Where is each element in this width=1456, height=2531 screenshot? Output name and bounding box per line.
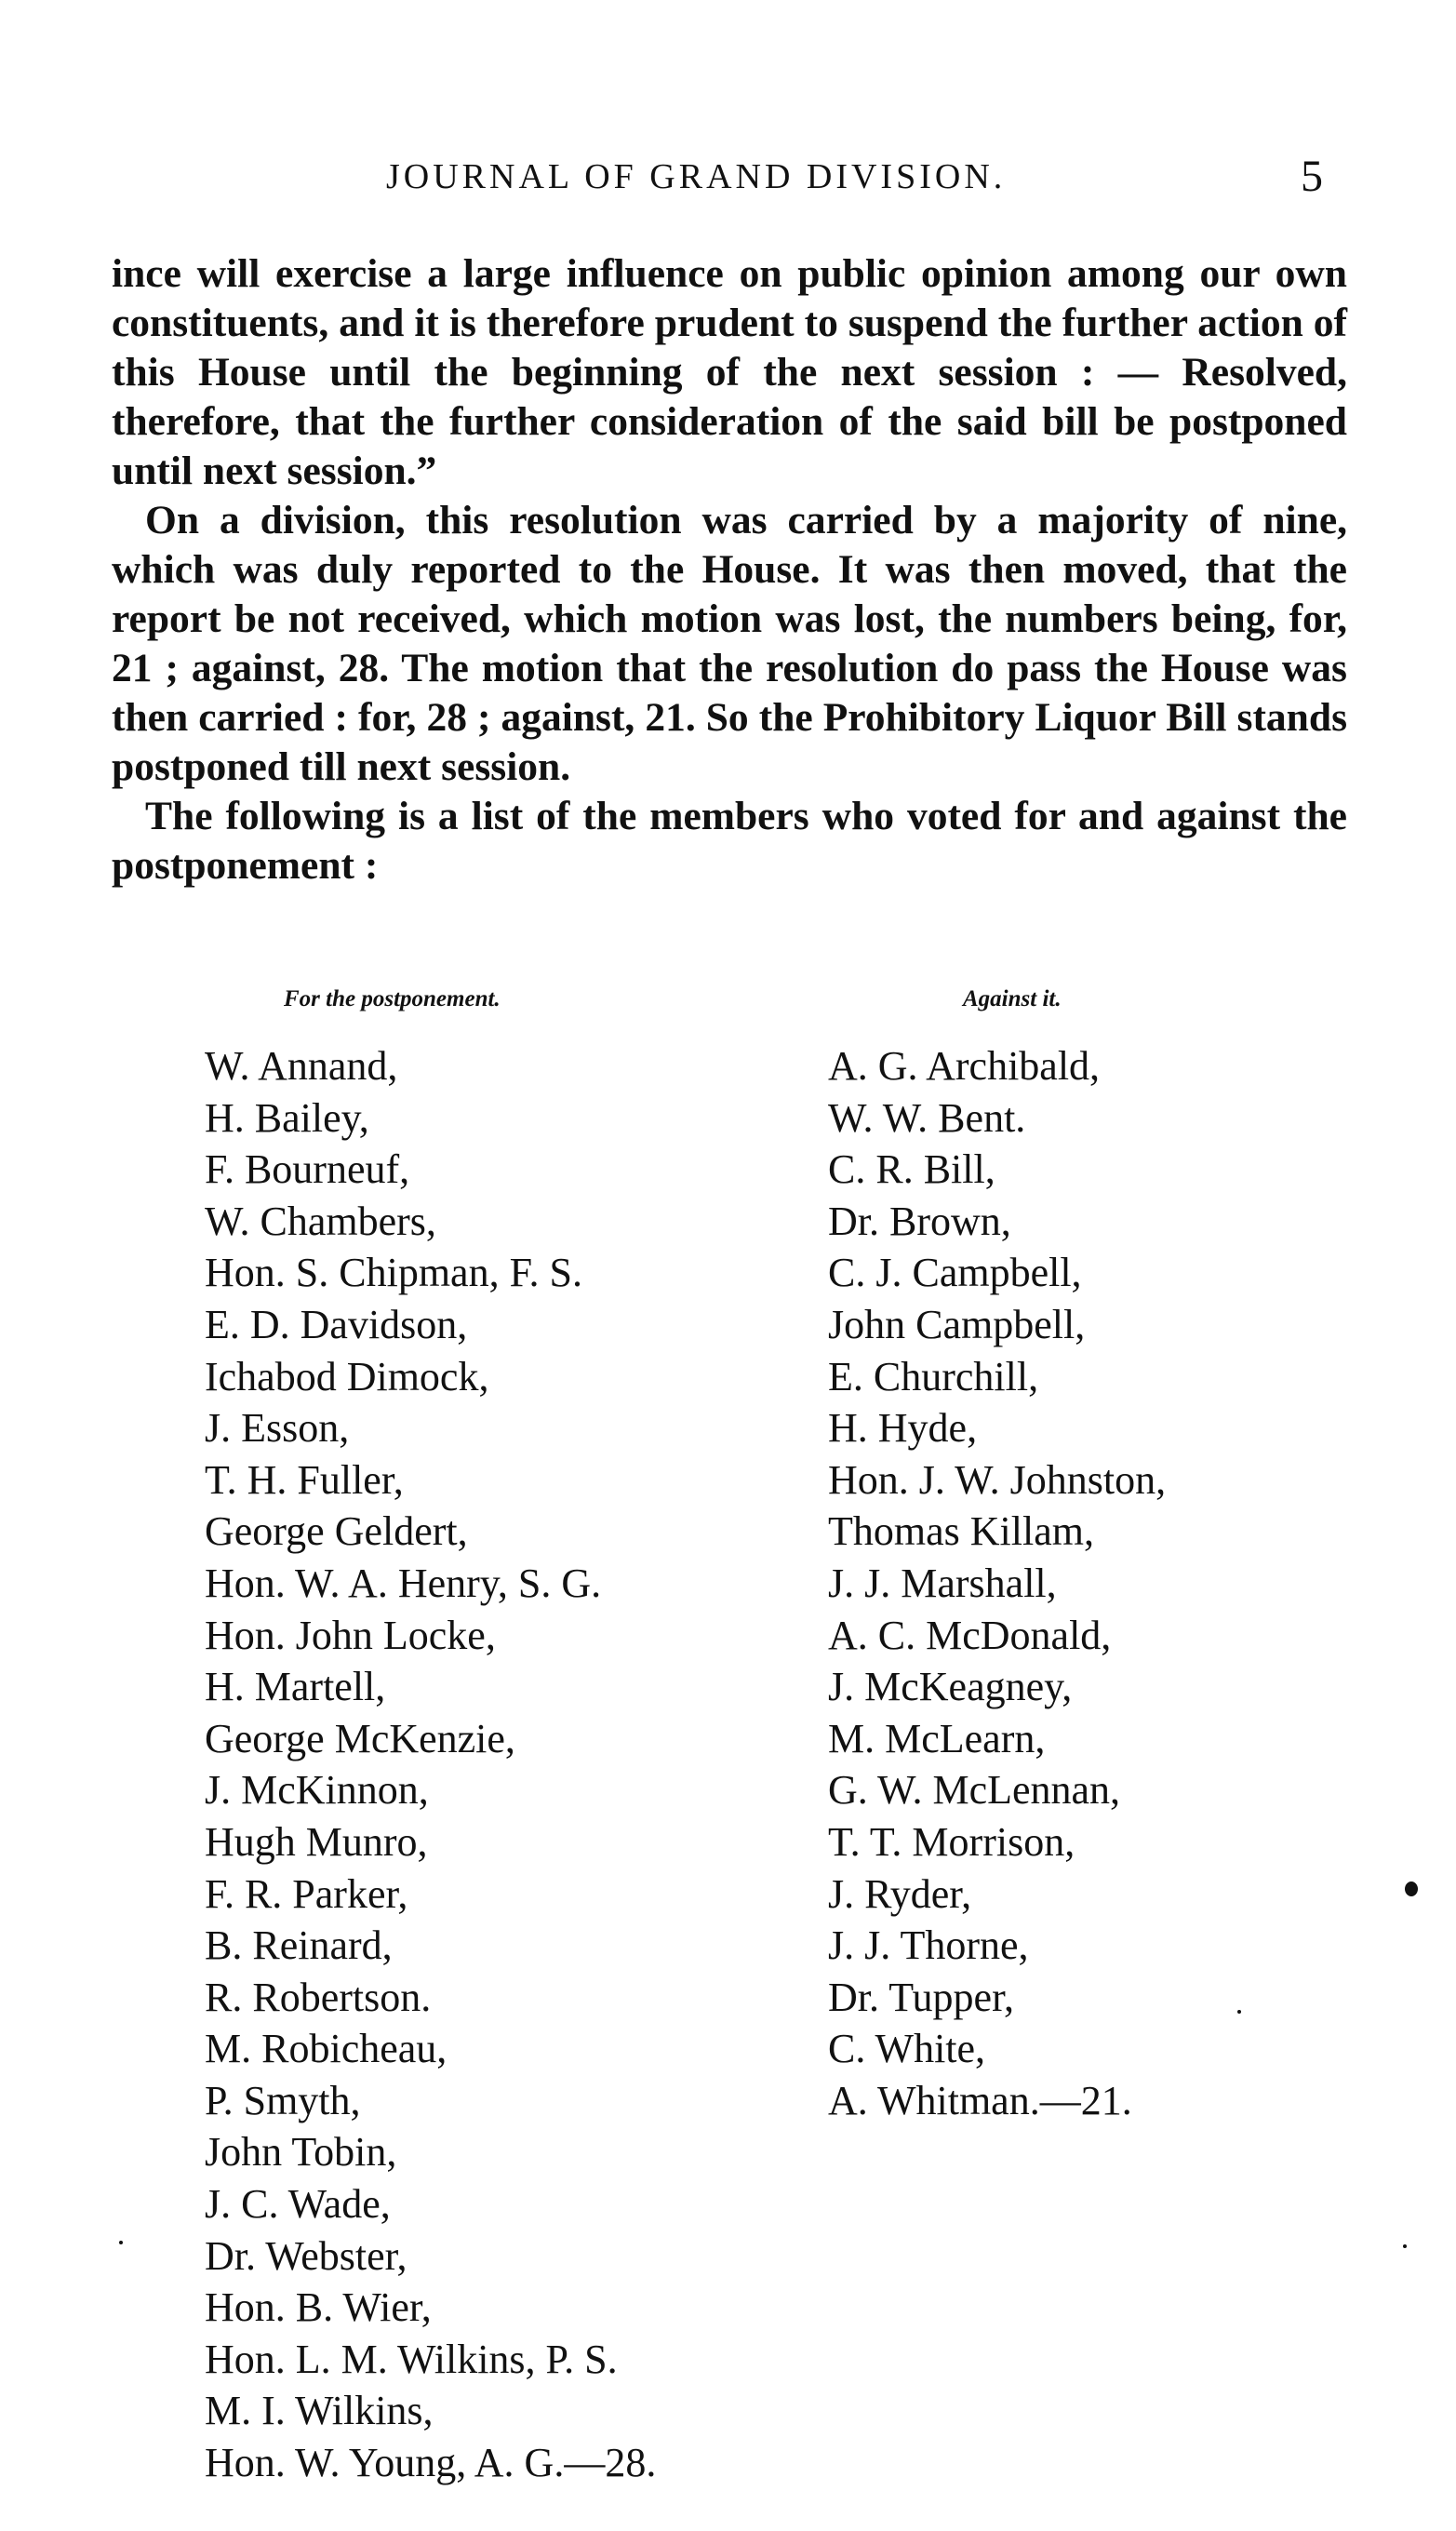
member-name: E. Churchill, [828,1353,1039,1399]
member-name: C. J. Campbell, [828,1250,1082,1296]
print-speck [1403,2244,1407,2248]
member-name: E. D. Davidson, [205,1301,468,1347]
paragraph-resolution: ince will exercise a large influence on public opinion among our own constituents, and it is therefore prudent to suspend the further action of this House until the beginning of the next session : — Resolved, therefore, that the further consideration of the said bill be postponed until next session.” [112,251,1347,493]
paragraph-list-intro: The following is a list of the members who voted for and against the postponement : [112,794,1347,888]
print-speck [1237,2010,1241,2014]
member-name: J. J. Marshall, [828,1560,1057,1606]
member-name: George McKenzie, [205,1715,515,1761]
member-name: Hon. John Locke, [205,1612,496,1658]
member-name: George Geldert, [205,1508,468,1555]
member-name: Hon. J. W. Johnston, [828,1456,1167,1503]
member-name: B. Reinard, [205,1922,393,1969]
member-name: R. Robertson. [205,1974,432,2020]
member-name: W. Annand, [205,1043,398,1089]
member-name: Hon. S. Chipman, F. S. [205,1250,582,1296]
member-name: John Campbell, [828,1301,1086,1347]
page-number: 5 [1301,152,1323,201]
for-member-list [205,1040,656,2489]
vote-table [0,986,1456,2486]
member-name: H. Hyde, [828,1405,978,1452]
member-name: T. H. Fuller, [205,1456,404,1503]
against-column-heading: Against it. [963,986,1062,1011]
member-name: A. G. Archibald, [828,1043,1101,1089]
member-name: J. Esson, [205,1405,350,1452]
member-name: H. Bailey, [205,1094,369,1141]
print-speck [119,2241,123,2244]
member-name: W. W. Bent. [828,1094,1026,1141]
for-column-heading: For the postponement. [284,986,501,1011]
member-name: G. W. McLennan, [828,1767,1121,1814]
member-name: J. McKinnon, [205,1767,429,1814]
member-name: F. R. Parker, [205,1870,408,1917]
member-name: Dr. Webster, [205,2232,407,2279]
member-name: A. C. McDonald, [828,1612,1112,1658]
member-name: J. C. Wade, [205,2181,391,2228]
member-name: Dr. Tupper, [828,1974,1014,2020]
member-name: M. McLearn, [828,1715,1046,1761]
member-name: Thomas Killam, [828,1508,1094,1555]
paragraph-division: On a division, this resolution was carried by a majority of nine, which was duly reported to the House. It was then moved, that the report be not received, which motion was lost, the numbers being, for, 21 ; against, 28. The motion that the resolution do pass the House was then carried : for, 28 ; against, 21. So the Prohibitory Liquor Bill stands postponed till next session. [112,498,1347,789]
member-name: A. Whitman.—21. [828,2077,1132,2123]
member-name: C. White, [828,2026,986,2072]
against-member-list [828,1040,1166,2126]
member-name: J. McKeagney, [828,1664,1073,1710]
running-title: JOURNAL OF GRAND DIVISION. [386,157,1007,196]
member-name: P. Smyth, [205,2077,361,2123]
member-name: Ichabod Dimock, [205,1353,489,1399]
member-name: C. R. Bill, [828,1146,995,1193]
member-name: Hon. L. M. Wilkins, P. S. [205,2336,618,2382]
member-name: Hugh Munro, [205,1818,428,1865]
member-name: M. Robicheau, [205,2026,447,2072]
member-name: J. J. Thorne, [828,1922,1029,1969]
member-name: F. Bourneuf, [205,1146,410,1193]
member-name: H. Martell, [205,1664,386,1710]
member-name: John Tobin, [205,2129,397,2176]
member-name: Dr. Brown, [828,1198,1011,1244]
member-name: J. Ryder, [828,1870,972,1917]
member-name: Hon. W. A. Henry, S. G. [205,1560,602,1606]
print-speck [1405,1882,1418,1896]
member-name: Hon. B. Wier, [205,2284,432,2331]
member-name: T. T. Morrison, [828,1818,1075,1865]
body-text [112,249,1347,891]
member-name: Hon. W. Young, A. G.—28. [205,2440,657,2486]
member-name: W. Chambers, [205,1198,436,1244]
page-header [0,152,1456,212]
member-name: M. I. Wilkins, [205,2388,434,2434]
